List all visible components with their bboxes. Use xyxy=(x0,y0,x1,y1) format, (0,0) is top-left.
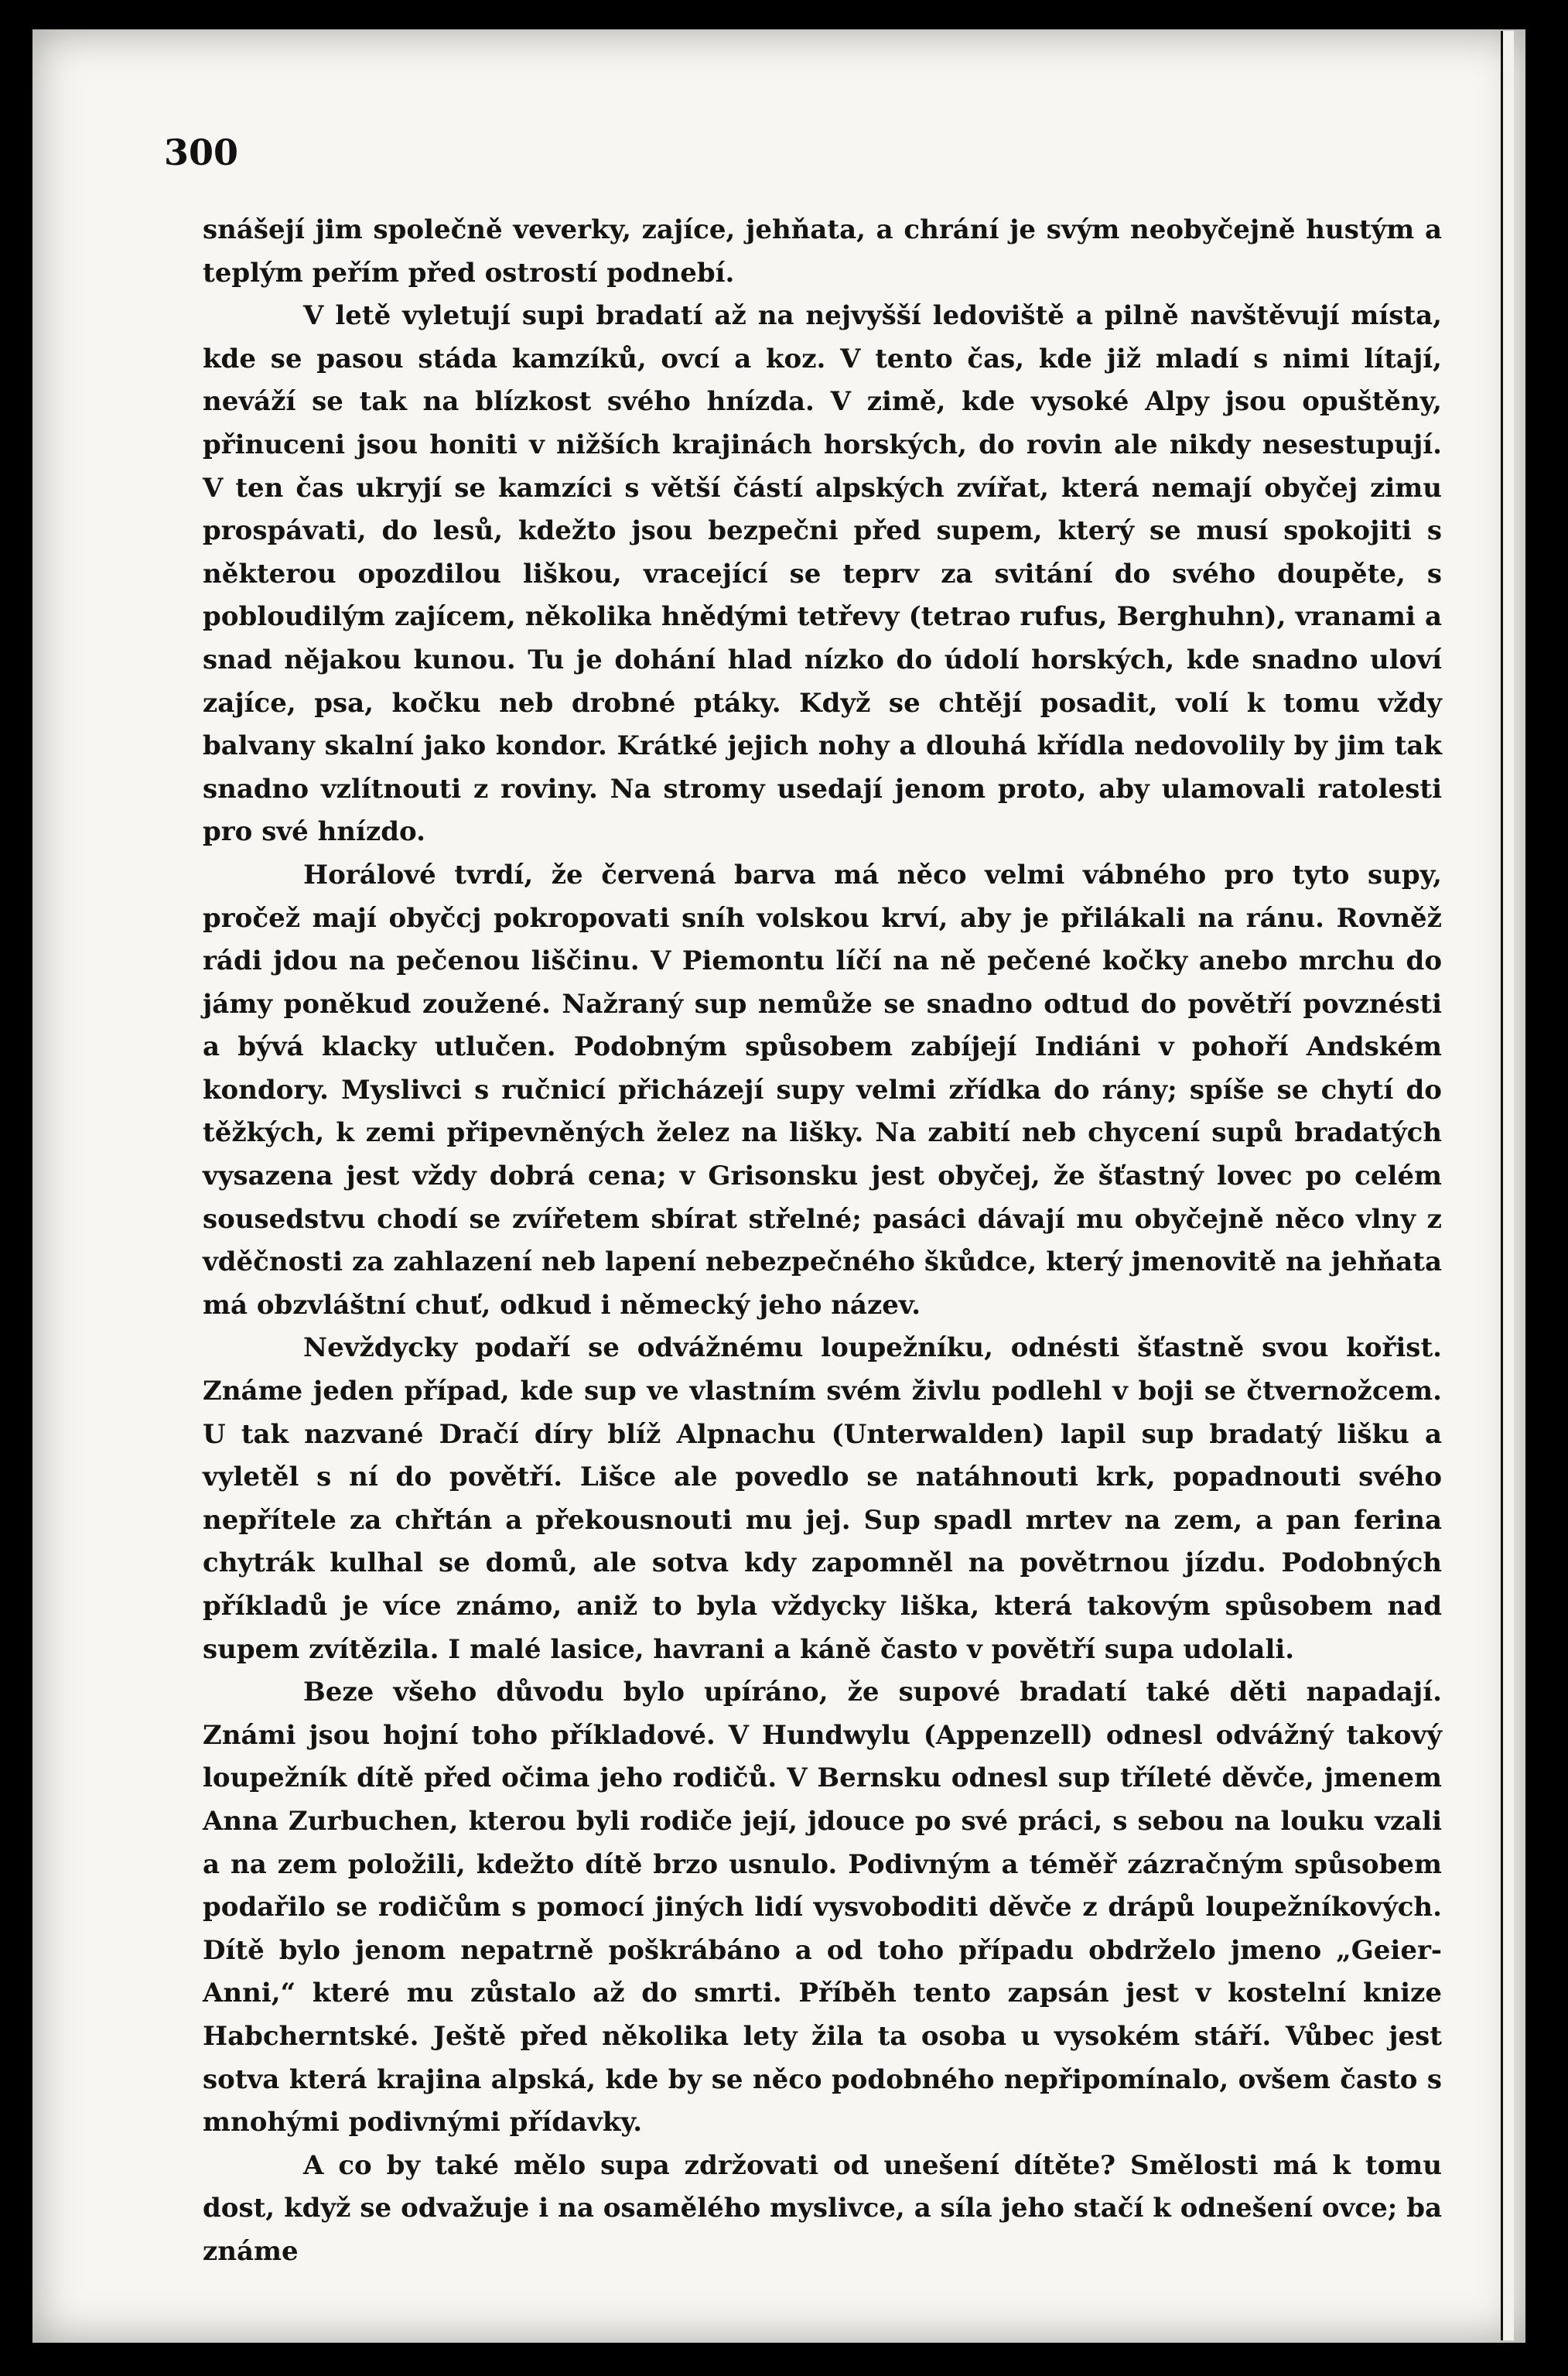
paragraph-3: Horálové tvrdí, že červená barva má něco velmi vábného pro tyto supy, pročež mají obyčcj pokropovati sníh volskou krví, aby je přilákali na ránu. Rovněž rádi jdou na pečenou liščinu. V Piemontu líčí na ně pečené kočky anebo mrchu do jámy poněkud zoužené. Nažraný sup nemůže se snadno odtud do povětří povznésti a bývá klacky utlučen. Podobným spůsobem zabíjejí Indiáni v pohoří Andském kondory. Myslivci s ručnicí přicházejí supy velmi zřídka do rány; spíše se chytí do těžkých, k zemi připevněných želez na lišky. Na zabití neb chycení supů bradatých vysazena jest vždy dobrá cena; v Grisonsku jest obyčej, že šťastný lovec po celém sousedstvu chodí se zvířetem sbírat střelné; pasáci dávají mu obyčejně něco vlny z vděčnosti za zahlazení neb lapení nebezpečného škůdce, který jmenovitě na jehňata má obzvláštní chuť, odkud i německý jeho název. xyxy=(203,859,1442,1321)
body-text xyxy=(203,209,1442,2274)
paragraph-2: V letě vyletují supi bradatí až na nejvyšší ledoviště a pilně navštěvují místa, kde se pasou stáda kamzíků, ovcí a koz. V tento čas, kde již mladí s nimi lítají, neváží se tak na blízkost svého hnízda. V zimě, kde vysoké Alpy jsou opuštěny, přinuceni jsou honiti v nižších krajinách horských, do rovin ale nikdy nesestupují. V ten čas ukryjí se kamzíci s větší částí alpských zvířat, která nemají obyčej zimu prospávati, do lesů, kdežto jsou bezpečni před supem, který se musí spokojiti s některou opozdilou liškou, vracející se teprv za svitání do svého doupěte, s pobloudilým zajícem, několika hnědými tetřevy (tetrao rufus, Berghuhn), vranami a snad nějakou kunou. Tu je dohání hlad nízko do údolí horských, kde snadno uloví zajíce, psa, kočku neb drobné ptáky. Když se chtějí posadit, volí k tomu vždy balvany skalní jako kondor. Krátké jejich nohy a dlouhá křídla nedovolily by jim tak snadno vzlítnouti z roviny. Na stromy usedají jenom proto, aby ulamovali ratolesti pro své hnízdo. xyxy=(203,300,1442,848)
paragraph-6: A co by také mělo supa zdržovati od unešení dítěte? Smělosti má k tomu dost, když se odvažuje i na osamělého myslivce, a síla jeho stačí k odnešení ovce; ba známe xyxy=(203,2149,1442,2267)
page-number: 300 xyxy=(164,132,239,173)
paragraph-4: Nevždycky podaří se odvážnému loupežníku, odnésti šťastně svou kořist. Známe jeden případ, kde sup ve vlastním svém živlu podlehl v boji se čtvernožcem. U tak nazvané Dračí díry blíž Alpnachu (Unterwalden) lapil sup bradatý lišku a vyletěl s ní do povětří. Lišce ale povedlo se natáhnouti krk, popadnouti svého nepřítele za chřtán a překousnouti mu jej. Sup spadl mrtev na zem, a pan ferina chytrák kulhal se domů, ale sotva kdy zapomněl na povětrnou jízdu. Podobných příkladů je více známo, aniž to byla vždycky liška, která takovým spůsobem nad supem zvítězila. I malé lasice, havrani a káně často v povětří supa udolali. xyxy=(203,1332,1442,1665)
paragraph-5: Beze všeho důvodu bylo upíráno, že supové bradatí také děti napadají. Známi jsou hojní toho příkladové. V Hundwylu (Appenzell) odnesl odvážný takový loupežník dítě před očima jeho rodičů. V Bernsku odnesl sup tříleté děvče, jmenem Anna Zurbuchen, kterou byli rodiče její, jdouce po své práci, s sebou na louku vzali a na zem položili, kdežto dítě brzo usnulo. Podivným a téměř zázračným spůsobem podařilo se rodičům s pomocí jiných lidí vysvoboditi děvče z drápů loupežníkových. Dítě bylo jenom nepatrně poškrábáno a od toho případu obdrželo jmeno „Geier-Anni,“ které mu zůstalo až do smrti. Příběh tento zapsán jest v kostelní knize Habcherntské. Ještě před několika lety žila ta osoba u vysokém stáří. Vůbec jest sotva která krajina alpská, kde by se něco podobného nepřipomínalo, ovšem často s mnohými podivnými přídavky. xyxy=(203,1677,1442,2138)
paragraph-1: snášejí jim společně veverky, zajíce, jehňata, a chrání je svým neobyčejně hustým a teplým peřím před ostrostí podnebí. xyxy=(203,214,1442,289)
page-edge xyxy=(1501,31,1514,2340)
